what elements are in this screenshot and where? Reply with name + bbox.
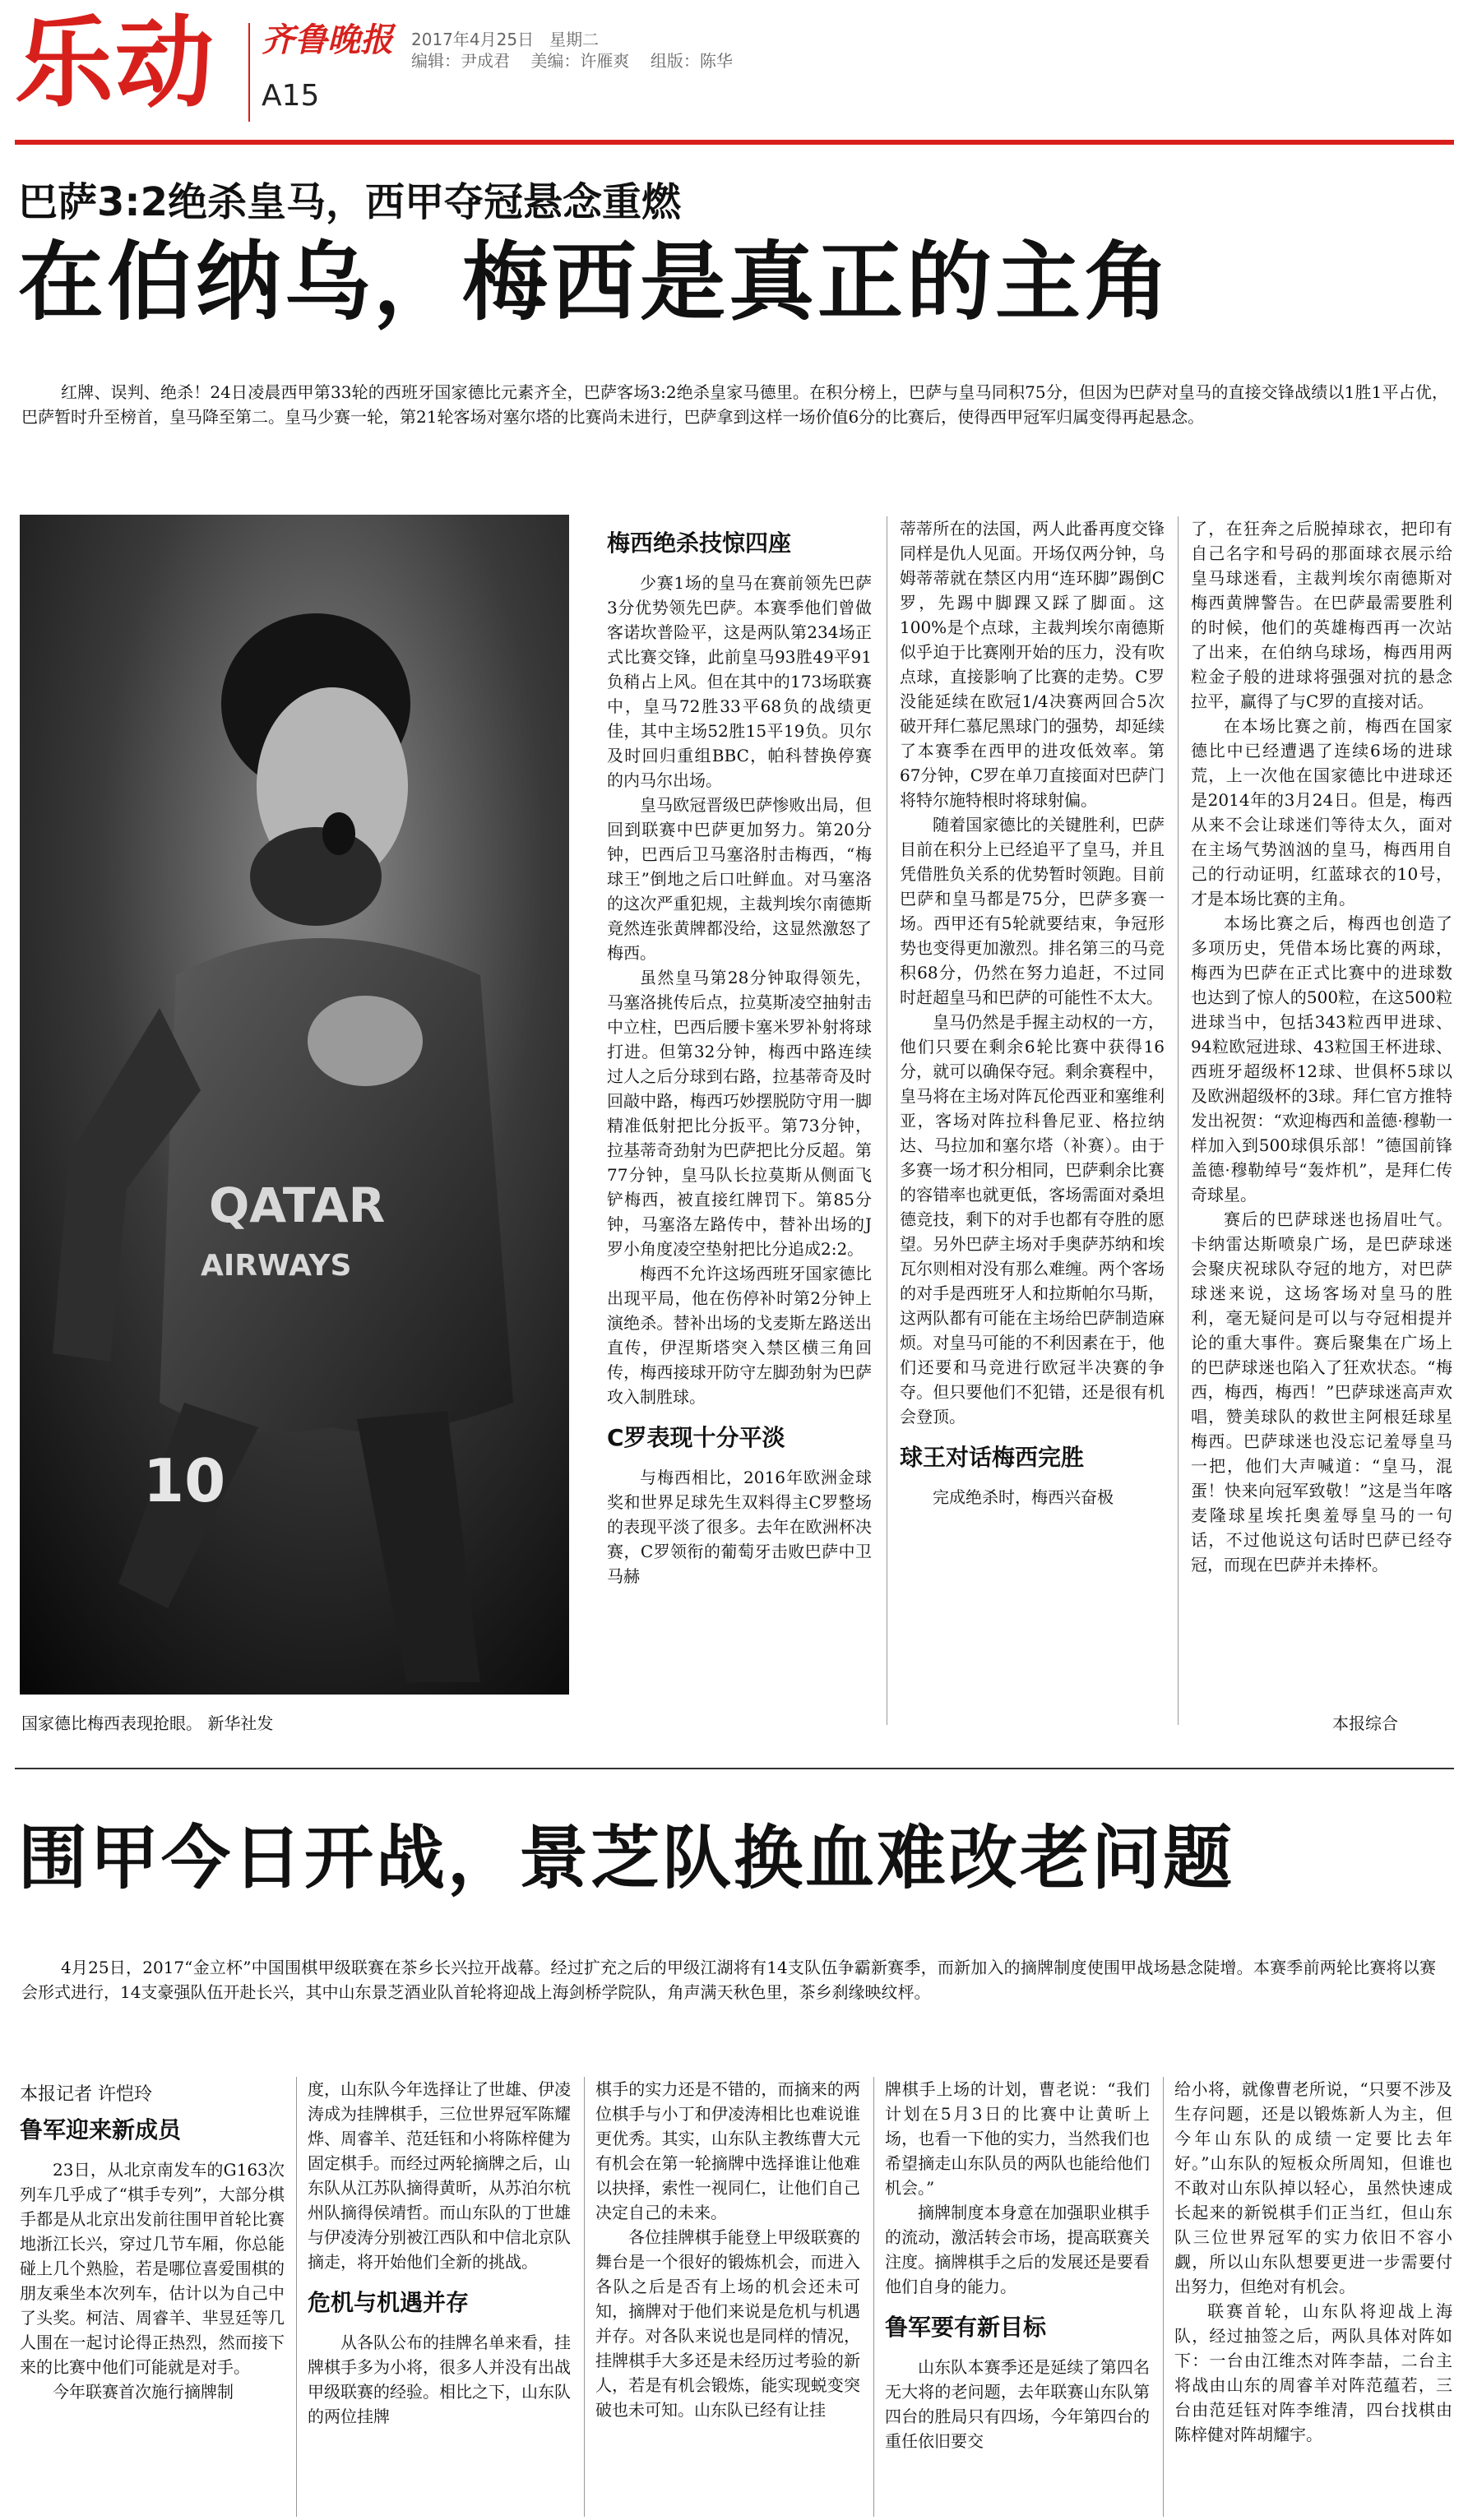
article2-paragraph: 度，山东队今年选择让了世雄、伊凌涛成为挂牌棋手，三位世界冠军陈耀烨、周睿羊、范廷钰和小将陈梓健为固定棋手。而经过两轮摘牌之后，山东队从江苏队摘得黄昕，从苏泊尔杭州队摘得侯靖哲。而山东队的丁世雄与伊凌涛分别被江西队和中信北京队摘走，将开始他们全新的挑战。 bbox=[308, 2079, 571, 2272]
article1-paragraph: 本场比赛之后，梅西也创造了多项历史，凭借本场比赛的两球，梅西为巴萨在正式比赛中的进球数也达到了惊人的500粒，在这500粒进球当中，包括343粒西甲进球、94粒欧冠进球、43粒国王杯进球、西班牙超级杯12球、世俱杯5球以及欧洲超级杯的3球。拜仁官方推特发出祝贺：“欢迎梅西和盖德·穆勒一样加入到500球俱乐部！”德国前锋盖德·穆勒绰号“轰炸机”，是拜仁传奇球星。 bbox=[1191, 913, 1452, 1205]
article2-lead: 4月25日，2017“金立杯”中国围棋甲级联赛在茶乡长兴拉开战幕。经过扩充之后的甲级江湖将有14支队伍争霸新赛季，而新加入的摘牌制度使围甲战场悬念陡增。本赛季前两轮比赛将以赛会形式进行，14支豪强队伍开赴长兴，其中山东景芝酒业队首轮将迎战上海剑桥学院队，角声满天秋色里，茶乡刹缘映纹枰。 bbox=[21, 1958, 1436, 2002]
section-divider bbox=[15, 1768, 1454, 1769]
article1-paragraph: 少赛1场的皇马在赛前领先巴萨3分优势领先巴萨。本赛季他们曾做客诺坎普险平，这是两队第234场正式比赛交锋，此前皇马93胜49平91负稍占上风。但在其中的173场联赛中，皇马72胜33平68负的战绩更佳，其中主场52胜15平19负。贝尔及时回归重组BBC，帕科替换停赛的内马尔出场。 bbox=[607, 573, 872, 790]
article1-signoff: 本报综合 bbox=[1332, 1713, 1398, 1733]
article2-paragraph: 给小将，就像曹老所说，“只要不涉及生存问题，还是以锻炼新人为主，但今年山东队的成绩一定要比去年好。”山东队的短板众所周知，但谁也不敢对山东队掉以轻心，虽然快速成长起来的新锐棋手们正当红，但山东队三位世界冠军的实力依旧不容小觑，所以山东队想要更进一步需要付出努力，但绝对有机会。 bbox=[1174, 2079, 1452, 2296]
article2-column-2 bbox=[308, 2077, 571, 2517]
column-rule bbox=[1178, 516, 1179, 1725]
article2-subhead-3: 鲁军要有新目标 bbox=[885, 2314, 1047, 2341]
page-number: A15 bbox=[262, 79, 320, 113]
article1-subtitle: 巴萨3:2绝杀皇马，西甲夺冠悬念重燃 bbox=[18, 179, 681, 225]
issue-date-line bbox=[411, 26, 599, 50]
masthead-rule bbox=[15, 140, 1454, 145]
article1-paragraph: 皇马仍然是手握主动权的一方，他们只要在剩余6轮比赛中获得16分，就可以确保夺冠。剩余赛程中，皇马将在主场对阵瓦伦西亚和塞维利亚，客场对阵拉科鲁尼亚、格拉纳达、马拉加和塞尔塔（补赛）。由于多赛一场才积分相同，巴萨剩余比赛的容错率也就更低，客场需面对桑坦德竞技，剩下的对手也都有夺胜的愿望。另外巴萨主场对手奥萨苏纳和埃瓦尔则相对没有那么难缠。两个客场的对手是西班牙人和拉斯帕尔马斯，这两队都有可能在主场给巴萨制造麻烦。对皇马可能的不利因素在于，他们还要和马竞进行欧冠半决赛的争夺。但只要他们不犯错，还是很有机会登顶。 bbox=[900, 1012, 1165, 1426]
messi-photo bbox=[20, 515, 569, 1695]
layout-credit: 组版：陈华 bbox=[650, 51, 733, 71]
column-rule bbox=[873, 2077, 874, 2517]
jersey-number: 10 bbox=[143, 1446, 226, 1515]
column-rule bbox=[1163, 2077, 1164, 2517]
article2-byline: 本报记者 许恺玲 bbox=[20, 2084, 152, 2105]
article1-paragraph: 随着国家德比的关键胜利，巴萨目前在积分上已经追平了皇马，并且凭借胜负关系的优势暂时领跑。目前巴萨和皇马都是75分，巴萨多赛一场。西甲还有5轮就要结束，争冠形势也变得更加激烈。排名第三的马竞积68分，仍然在努力追赶，不过同时赶超皇马和巴萨的可能性不太大。 bbox=[900, 815, 1165, 1007]
photo-caption: 国家德比梅西表现抢眼。 新华社发 bbox=[21, 1713, 274, 1733]
article2-paragraph: 各位挂牌棋手能登上甲级联赛的舞台是一个很好的锻炼机会，而进入各队之后是否有上场的机会还未可知，摘牌对于他们来说是危机与机遇并存。对各队来说也是同样的情况，挂牌棋手大多还是未经历过考验的新人，若是有机会锻炼，能实现蜕变突破也未可知。山东队已经有让挂 bbox=[595, 2227, 860, 2420]
article1-subhead-1: 梅西绝杀技惊四座 bbox=[607, 529, 792, 557]
art-credit: 美编：许雁爽 bbox=[530, 51, 630, 71]
article2-subhead-2: 危机与机遇并存 bbox=[308, 2289, 470, 2316]
article1-title: 在伯纳乌，梅西是真正的主角 bbox=[18, 232, 1174, 332]
article2-column-1 bbox=[20, 2113, 285, 2516]
article2-paragraph: 摘牌制度本身意在加强职业棋手的流动，激活转会市场，提高联赛关注度。摘牌棋手之后的发展还是要看他们自身的能力。 bbox=[885, 2203, 1150, 2296]
article1-paragraph: 赛后的巴萨球迷也扬眉吐气。卡纳雷达斯喷泉广场，是巴萨球迷会聚庆祝球队夺冠的地方，对巴萨球迷来说，这场客场对皇马的胜利，毫无疑问是可以与夺冠相提并论的重大事件。赛后聚集在广场上的巴萨球迷也陷入了狂欢状态。“梅西，梅西，梅西！”巴萨球迷高声欢唱，赞美球队的救世主阿根廷球星梅西。巴萨球迷也没忘记羞辱皇马一把，他们大声喊道：“皇马，混蛋！快来向冠军致敬！”这是当年喀麦隆球星埃托奥羞辱皇马的一句话，不过他说这句话时巴萨已经夺冠，而现在巴萨并未捧杯。 bbox=[1191, 1209, 1452, 1574]
article1-paragraph: 蒂蒂所在的法国，两人此番再度交锋同样是仇人见面。开场仅两分钟，乌姆蒂蒂就在禁区内用“连环脚”踢倒C罗，先踢中脚踝又踩了脚面。这100%是个点球，主裁判埃尔南德斯似乎迫于比赛刚开始的压力，没有吹点球，直接影响了比赛的走势。C罗没能延续在欧冠1/4决赛两回合5次破开拜仁慕尼黑球门的强势，却延续了本赛季在西甲的进攻低效率。第67分钟，C罗在单刀直接面对巴萨门将特尔施特根时将球射偏。 bbox=[900, 519, 1165, 810]
article2-paragraph: 联赛首轮，山东队将迎战上海队，经过抽签之后，两队具体对阵如下：一台由江维杰对阵李喆，二台主将战由山东的周睿羊对阵范蕴若，三台由范廷钰对阵李维清，四台找棋由陈梓健对阵胡耀宇。 bbox=[1174, 2301, 1452, 2444]
article2-column-4 bbox=[885, 2077, 1150, 2517]
article2-paragraph: 今年联赛首次施行摘牌制 bbox=[53, 2382, 234, 2402]
article1-paragraph: 虽然皇马第28分钟取得领先，马塞洛挑传后点，拉莫斯凌空抽射击中立柱，巴西后腰卡塞米罗补射将球打进。但第32分钟，梅西中路连续过人之后分球到右路，拉基蒂奇及时回敲中路，梅西巧妙摆脱防守用一脚精准低射把比分扳平。第73分钟，拉基蒂奇劲射为巴萨把比分反超。第77分钟，皇马队长拉莫斯从侧面飞铲梅西，被直接红牌罚下。第85分钟，马塞洛左路传中，替补出场的J罗小角度凌空垫射把比分追成2:2。 bbox=[607, 968, 872, 1259]
jersey-sponsor-text: QATAR bbox=[209, 1177, 386, 1233]
paper-logo: 齐鲁晚报 bbox=[262, 21, 393, 59]
article1-column-2 bbox=[900, 516, 1165, 1733]
article1-paragraph: 在本场比赛之前，梅西在国家德比中已经遭遇了连续6场的进球荒，上一次他在国家德比中进球还是2014年的3月24日。但是，梅西从来不会让球迷们等待太久，面对在主场气势汹汹的皇马，梅西用自己的行动证明，红蓝球衣的10号，才是本场比赛的主角。 bbox=[1191, 716, 1452, 909]
article1-lead: 红牌、误判、绝杀！24日凌晨西甲第33轮的西班牙国家德比元素齐全，巴萨客场3:2绝杀皇家马德里。在积分榜上，巴萨与皇马同积75分，但因为巴萨对皇马的直接交锋战绩以1胜1平占优，巴萨暂时升至榜首，皇马降至第二。皇马少赛一轮，第21轮客场对塞尔塔的比赛尚未进行，巴萨拿到这样一场价值6分的比赛后，使得西甲冠军归属变得再起悬念。 bbox=[21, 382, 1448, 427]
column-rule bbox=[584, 2077, 585, 2517]
section-title: 乐动 bbox=[15, 7, 215, 121]
jersey-sponsor-text-2: AIRWAYS bbox=[201, 1249, 352, 1283]
article2-paragraph: 棋手的实力还是不错的，而摘来的两位棋手与小丁和伊凌涛相比也难说谁更优秀。其实，山东队主教练曹大元有机会在第一轮摘牌中选择谁让他难以抉择，索性一视同仁，让他们自己决定自己的未来。 bbox=[595, 2079, 860, 2222]
article1-paragraph: 梅西不允许这场西班牙国家德比出现平局，他在伤停补时第2分钟上演绝杀。替补出场的戈麦斯左路送出直传，伊涅斯塔突入禁区横三角回传，梅西接球开防守左脚劲射为巴萨攻入制胜球。 bbox=[607, 1264, 872, 1407]
article2-paragraph: 山东队本赛季还是延续了第四名无大将的老问题，去年联赛山东队第四台的胜局只有四场，今年第四台的重任依旧要交 bbox=[885, 2357, 1150, 2451]
staff-line bbox=[411, 48, 733, 72]
article2-column-5 bbox=[1174, 2077, 1452, 2517]
article1-paragraph: 了，在狂奔之后脱掉球衣，把印有自己名字和号码的那面球衣展示给皇马球迷看，主裁判埃尔南德斯对梅西黄牌警告。在巴萨最需要胜利的时候，他们的英雄梅西再一次站了出来，在伯纳乌球场，梅西用两粒金子般的进球将强强对抗的悬念拉平，赢得了与C罗的直接对话。 bbox=[1191, 519, 1452, 711]
masthead-divider bbox=[248, 23, 250, 122]
article1-column-1 bbox=[607, 526, 872, 1731]
article2-paragraph: 23日，从北京南发车的G163次列车几乎成了“棋手专列”，大部分棋手都是从北京出发前往围甲首轮比赛地浙江长兴，穿过几节车厢，你总能碰上几个熟脸，若是哪位喜爱围棋的朋友乘坐本次列车，估计以为自己中了头奖。柯洁、周睿羊、芈昱廷等几人围在一起讨论得正热烈，然而接下来的比赛中他们可能就是对手。 bbox=[20, 2160, 285, 2377]
article1-subhead-3: 球王对话梅西完胜 bbox=[900, 1444, 1085, 1471]
column-rule bbox=[296, 2077, 297, 2517]
article2-paragraph: 从各队公布的挂牌名单来看，挂牌棋手多为小将，很多人并没有出战甲级联赛的经验。相比之下，山东队的两位挂牌 bbox=[308, 2333, 571, 2426]
article1-column-3 bbox=[1191, 516, 1452, 1704]
article2-column-3 bbox=[595, 2077, 860, 2517]
issue-weekday: 星期二 bbox=[549, 30, 600, 49]
messi-photo-illustration bbox=[20, 515, 569, 1695]
editor-credit: 编辑：尹成君 bbox=[411, 51, 510, 71]
article1-paragraph: 与梅西相比，2016年欧洲金球奖和世界足球先生双料得主C罗整场的表现平淡了很多。去年在欧洲杯决赛，C罗领衔的葡萄牙击败巴萨中卫马赫 bbox=[607, 1468, 872, 1586]
article2-subhead-1: 鲁军迎来新成员 bbox=[20, 2116, 182, 2143]
article2-paragraph: 牌棋手上场的计划，曹老说：“我们计划在5月3日的比赛中让黄昕上场，也看一下他的实力，当然我们也希望摘走山东队员的两队也能给他们机会。” bbox=[885, 2079, 1150, 2198]
article2-title: 围甲今日开战，景芝队换血难改老问题 bbox=[18, 1818, 1235, 1898]
article1-paragraph: 完成绝杀时，梅西兴奋极 bbox=[933, 1487, 1114, 1507]
issue-date: 2017年4月25日 bbox=[411, 30, 535, 49]
article1-subhead-2: C罗表现十分平淡 bbox=[607, 1424, 785, 1451]
article1-paragraph: 皇马欧冠晋级巴萨惨败出局，但回到联赛中巴萨更加努力。第20分钟，巴西后卫马塞洛肘击梅西，“梅球王”倒地之后口吐鲜血。对马塞洛的这次严重犯规，主裁判埃尔南德斯竟然连张黄牌都没给，这显然激怒了梅西。 bbox=[607, 795, 872, 963]
